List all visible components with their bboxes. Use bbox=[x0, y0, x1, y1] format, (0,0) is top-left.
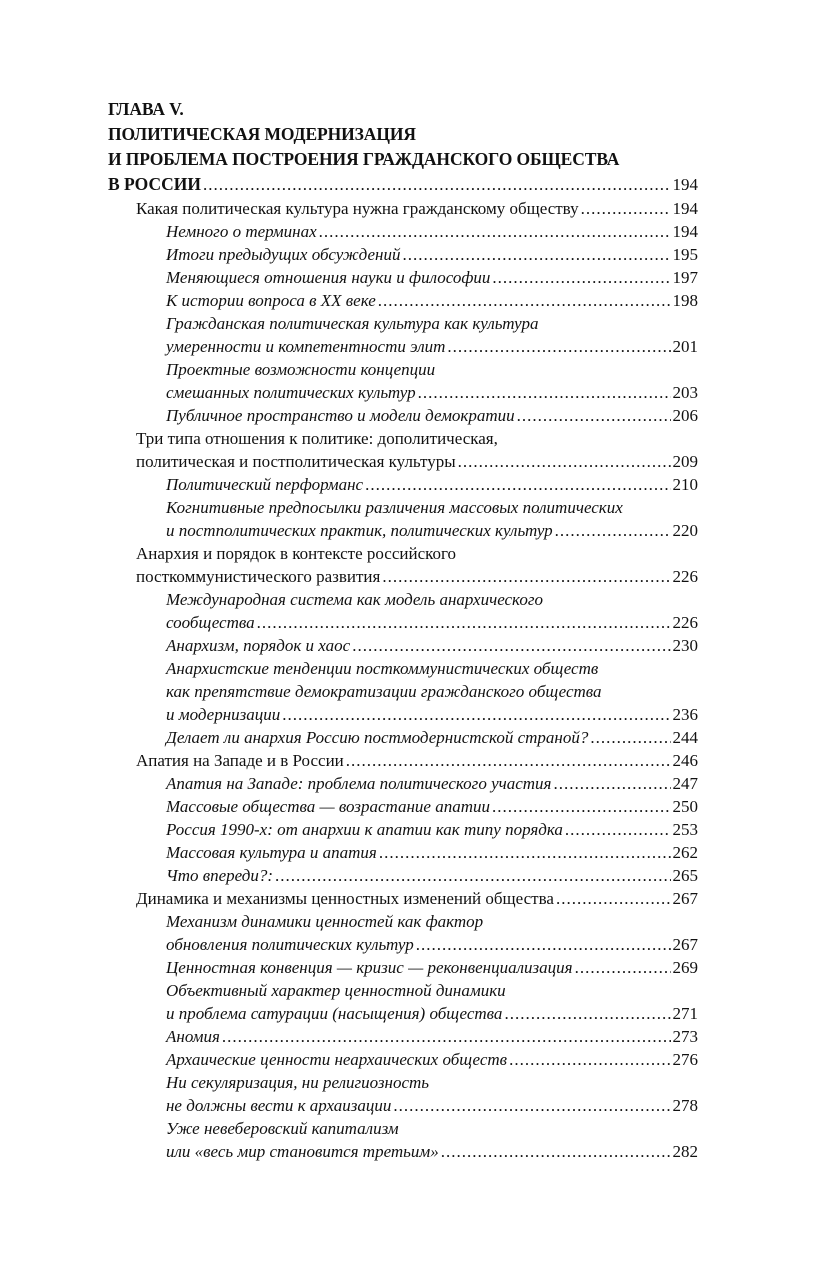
toc-subsection bbox=[108, 657, 698, 726]
toc-entry-text: умеренности и компетентности элит bbox=[166, 337, 446, 356]
toc-entry-text: Объективный характер ценностной динамики bbox=[166, 981, 506, 1000]
page-number: 276 bbox=[672, 1050, 698, 1069]
toc-entry-text: Апатия на Западе: проблема политического участия bbox=[166, 774, 552, 793]
dot-leader bbox=[447, 335, 670, 358]
toc-entry-line bbox=[166, 818, 698, 841]
page-number: 226 bbox=[672, 613, 698, 632]
dot-leader bbox=[346, 749, 671, 772]
chapter-title-line: ПОЛИТИЧЕСКАЯ МОДЕРНИЗАЦИЯ bbox=[108, 124, 416, 144]
toc-entry-text: Итоги предыдущих обсуждений bbox=[166, 245, 401, 264]
toc-subsection bbox=[108, 1071, 698, 1117]
page-number: 197 bbox=[672, 268, 698, 287]
page-number: 201 bbox=[672, 337, 698, 356]
toc-entry-text: Массовые общества — возрастание апатии bbox=[166, 797, 490, 816]
dot-leader bbox=[382, 565, 670, 588]
page-number: 250 bbox=[672, 797, 698, 816]
dot-leader bbox=[393, 1094, 670, 1117]
toc-entry-text: Анархия и порядок в контексте российского bbox=[136, 544, 457, 563]
dot-leader bbox=[565, 818, 671, 841]
toc-entry-text: Ценностная конвенция — кризис — реконвенциализация bbox=[166, 958, 573, 977]
toc-entry-line bbox=[166, 243, 698, 266]
toc-entry-text: Динамика и механизмы ценностных изменений общества bbox=[136, 889, 554, 908]
toc-entry-line bbox=[136, 887, 698, 910]
page-number: 194 bbox=[672, 199, 698, 218]
toc-entry-line bbox=[166, 772, 698, 795]
toc-entry-line bbox=[166, 266, 698, 289]
page-number: 220 bbox=[672, 521, 698, 540]
toc-entry-line bbox=[166, 496, 698, 519]
page-number: 267 bbox=[672, 889, 698, 908]
dot-leader bbox=[418, 381, 671, 404]
toc-entry-line bbox=[166, 1048, 698, 1071]
toc-entry-line bbox=[166, 979, 698, 1002]
toc-entry-text: обновления политических культур bbox=[166, 935, 414, 954]
toc-entry-line bbox=[166, 1117, 698, 1140]
toc-entry-line bbox=[136, 450, 698, 473]
toc-section bbox=[108, 887, 698, 910]
dot-leader bbox=[319, 220, 671, 243]
page-number: 246 bbox=[672, 751, 698, 770]
page-number: 194 bbox=[672, 222, 698, 241]
toc-entry-line bbox=[166, 588, 698, 611]
dot-leader bbox=[556, 887, 671, 910]
toc-subsection bbox=[108, 588, 698, 634]
toc-entry-text: Механизм динамики ценностей как фактор bbox=[166, 912, 484, 931]
toc-subsection bbox=[108, 473, 698, 496]
toc-entry-line bbox=[166, 289, 698, 312]
page-number: 253 bbox=[672, 820, 698, 839]
toc-section bbox=[108, 749, 698, 772]
toc-entry-text: Что впереди?: bbox=[166, 866, 274, 885]
toc-entry-text: Политический перформанс bbox=[166, 475, 364, 494]
toc-entry-text: политическая и постполитическая культуры bbox=[136, 452, 456, 471]
toc-entry-line bbox=[166, 680, 698, 703]
toc-entry-text: посткоммунистического развития bbox=[136, 567, 381, 586]
toc-entry-text: Аномия bbox=[166, 1027, 220, 1046]
toc-subsection bbox=[108, 358, 698, 404]
page-number: 203 bbox=[672, 383, 698, 402]
toc-entry-line bbox=[166, 358, 698, 381]
toc-entry-text: Меняющиеся отношения науки и философии bbox=[166, 268, 491, 287]
toc-entry-text: Массовая культура и апатия bbox=[166, 843, 377, 862]
toc-entry-text: и проблема сатурации (насыщения) общества bbox=[166, 1004, 503, 1023]
toc-entry-line bbox=[166, 657, 698, 680]
dot-leader bbox=[257, 611, 671, 634]
toc-subsection bbox=[108, 979, 698, 1025]
dot-leader bbox=[458, 450, 671, 473]
toc-entry-text: и постполитических практик, политических культур bbox=[166, 521, 553, 540]
dot-leader bbox=[441, 1140, 671, 1163]
toc-entry-text: Россия 1990-х: от анархии к апатии как типу порядка bbox=[166, 820, 563, 839]
toc-entry-line bbox=[166, 864, 698, 887]
page-number: 262 bbox=[672, 843, 698, 862]
toc-entry-text: сообщества bbox=[166, 613, 255, 632]
toc-subsection bbox=[108, 243, 698, 266]
chapter-title-line: И ПРОБЛЕМА ПОСТРОЕНИЯ ГРАЖДАНСКОГО ОБЩЕСТВА bbox=[108, 149, 620, 169]
toc-entry-text: не должны вести к архаизации bbox=[166, 1096, 392, 1115]
dot-leader bbox=[379, 841, 671, 864]
toc-subsection bbox=[108, 864, 698, 887]
toc-subsection bbox=[108, 404, 698, 427]
page-number: 209 bbox=[672, 452, 698, 471]
toc-entry-text: Делает ли анархия Россию постмодернистской страной? bbox=[166, 728, 589, 747]
toc-entry-text: Публичное пространство и модели демократии bbox=[166, 406, 515, 425]
dot-leader bbox=[203, 172, 671, 197]
toc-entry-line bbox=[166, 956, 698, 979]
page-number: 210 bbox=[672, 475, 698, 494]
toc-entry-line bbox=[166, 634, 698, 657]
dot-leader bbox=[590, 726, 670, 749]
toc-entry-line bbox=[136, 427, 698, 450]
toc-entries bbox=[108, 197, 698, 1163]
toc-subsection bbox=[108, 795, 698, 818]
toc-entry-text: и модернизации bbox=[166, 705, 281, 724]
toc-entry-line bbox=[166, 933, 698, 956]
toc-section bbox=[108, 427, 698, 473]
dot-leader bbox=[553, 772, 670, 795]
toc-entry-text: или «весь мир становится третьим» bbox=[166, 1142, 439, 1161]
chapter-title-text: В РОССИИ bbox=[108, 174, 201, 194]
toc-entry-line bbox=[166, 1002, 698, 1025]
toc-entry-line bbox=[166, 519, 698, 542]
toc-entry-line bbox=[166, 381, 698, 404]
page-number: 230 bbox=[672, 636, 698, 655]
toc-entry-line bbox=[166, 1071, 698, 1094]
dot-leader bbox=[492, 795, 671, 818]
toc-entry-line bbox=[166, 404, 698, 427]
toc-subsection bbox=[108, 496, 698, 542]
toc-subsection bbox=[108, 841, 698, 864]
toc-entry-line bbox=[166, 1025, 698, 1048]
toc-entry-text: Три типа отношения к политике: дополитическая, bbox=[136, 429, 498, 448]
toc-subsection bbox=[108, 772, 698, 795]
page-number: 271 bbox=[672, 1004, 698, 1023]
chapter-title-line: ГЛАВА V. bbox=[108, 99, 184, 119]
toc-entry-line bbox=[166, 795, 698, 818]
toc-subsection bbox=[108, 266, 698, 289]
toc-section bbox=[108, 197, 698, 220]
page-number: 267 bbox=[672, 935, 698, 954]
toc-entry-line bbox=[166, 220, 698, 243]
page-number: 195 bbox=[672, 245, 698, 264]
toc-entry-line bbox=[166, 312, 698, 335]
dot-leader bbox=[402, 243, 670, 266]
toc-entry-line bbox=[166, 335, 698, 358]
toc-entry-line bbox=[136, 565, 698, 588]
toc-entry-text: Анархистские тенденции посткоммунистических обществ bbox=[166, 659, 599, 678]
toc-entry-text: К истории вопроса в XX веке bbox=[166, 291, 376, 310]
page-number: 282 bbox=[672, 1142, 698, 1161]
toc-entry-text: смешанных политических культур bbox=[166, 383, 416, 402]
page-number: 278 bbox=[672, 1096, 698, 1115]
toc-entry-text: Немного о терминах bbox=[166, 222, 317, 241]
dot-leader bbox=[509, 1048, 670, 1071]
dot-leader bbox=[275, 864, 670, 887]
chapter-heading bbox=[108, 97, 698, 197]
toc-entry-line bbox=[166, 1094, 698, 1117]
toc-entry-text: Когнитивные предпосылки различения массовых политических bbox=[166, 498, 623, 517]
toc-entry-text: Гражданская политическая культура как культура bbox=[166, 314, 539, 333]
dot-leader bbox=[492, 266, 670, 289]
toc-section bbox=[108, 542, 698, 588]
page-number: 265 bbox=[672, 866, 698, 885]
page-number: 236 bbox=[672, 705, 698, 724]
page-number: 206 bbox=[672, 406, 698, 425]
chapter-title-last-line bbox=[108, 172, 698, 197]
toc-entry-text: Анархизм, порядок и хаос bbox=[166, 636, 351, 655]
dot-leader bbox=[581, 197, 671, 220]
toc-entry-text: Международная система как модель анархического bbox=[166, 590, 543, 609]
dot-leader bbox=[282, 703, 670, 726]
toc-entry-line bbox=[166, 611, 698, 634]
toc-entry-text: Уже невеберовский капитализм bbox=[166, 1119, 399, 1138]
dot-leader bbox=[352, 634, 670, 657]
toc-subsection bbox=[108, 1025, 698, 1048]
toc-entry-line bbox=[166, 703, 698, 726]
toc-entry-line bbox=[166, 473, 698, 496]
toc-entry-text: Какая политическая культура нужна гражданскому обществу bbox=[136, 199, 579, 218]
toc-entry-text: Апатия на Западе и в России bbox=[136, 751, 344, 770]
toc-subsection bbox=[108, 634, 698, 657]
toc-subsection bbox=[108, 1117, 698, 1163]
page-number: 198 bbox=[672, 291, 698, 310]
toc-entry-text: как препятствие демократизации гражданского общества bbox=[166, 682, 602, 701]
toc-subsection bbox=[108, 220, 698, 243]
toc-entry-line bbox=[166, 726, 698, 749]
page-number: 194 bbox=[672, 175, 698, 194]
page-number: 226 bbox=[672, 567, 698, 586]
toc-entry-text: Ни секуляризация, ни религиозность bbox=[166, 1073, 430, 1092]
page-number: 269 bbox=[672, 958, 698, 977]
dot-leader bbox=[378, 289, 671, 312]
toc-entry-line bbox=[136, 197, 698, 220]
dot-leader bbox=[575, 956, 671, 979]
page-number: 273 bbox=[672, 1027, 698, 1046]
dot-leader bbox=[517, 404, 671, 427]
toc-subsection bbox=[108, 910, 698, 956]
toc-entry-text: Архаические ценности неархаических обществ bbox=[166, 1050, 508, 1069]
page-number: 247 bbox=[672, 774, 698, 793]
toc-entry-line bbox=[166, 841, 698, 864]
toc-entry-line bbox=[136, 542, 698, 565]
toc-subsection bbox=[108, 289, 698, 312]
toc-entry-line bbox=[136, 749, 698, 772]
toc-subsection bbox=[108, 1048, 698, 1071]
toc-subsection bbox=[108, 818, 698, 841]
dot-leader bbox=[222, 1025, 671, 1048]
toc-subsection bbox=[108, 956, 698, 979]
dot-leader bbox=[365, 473, 670, 496]
toc-entry-line bbox=[166, 1140, 698, 1163]
page-number: 244 bbox=[672, 728, 698, 747]
toc-entry-text: Проектные возможности концепции bbox=[166, 360, 436, 379]
dot-leader bbox=[504, 1002, 670, 1025]
toc-subsection bbox=[108, 312, 698, 358]
toc-entry-line bbox=[166, 910, 698, 933]
dot-leader bbox=[555, 519, 671, 542]
table-of-contents bbox=[108, 97, 698, 1163]
dot-leader bbox=[416, 933, 671, 956]
toc-subsection bbox=[108, 726, 698, 749]
